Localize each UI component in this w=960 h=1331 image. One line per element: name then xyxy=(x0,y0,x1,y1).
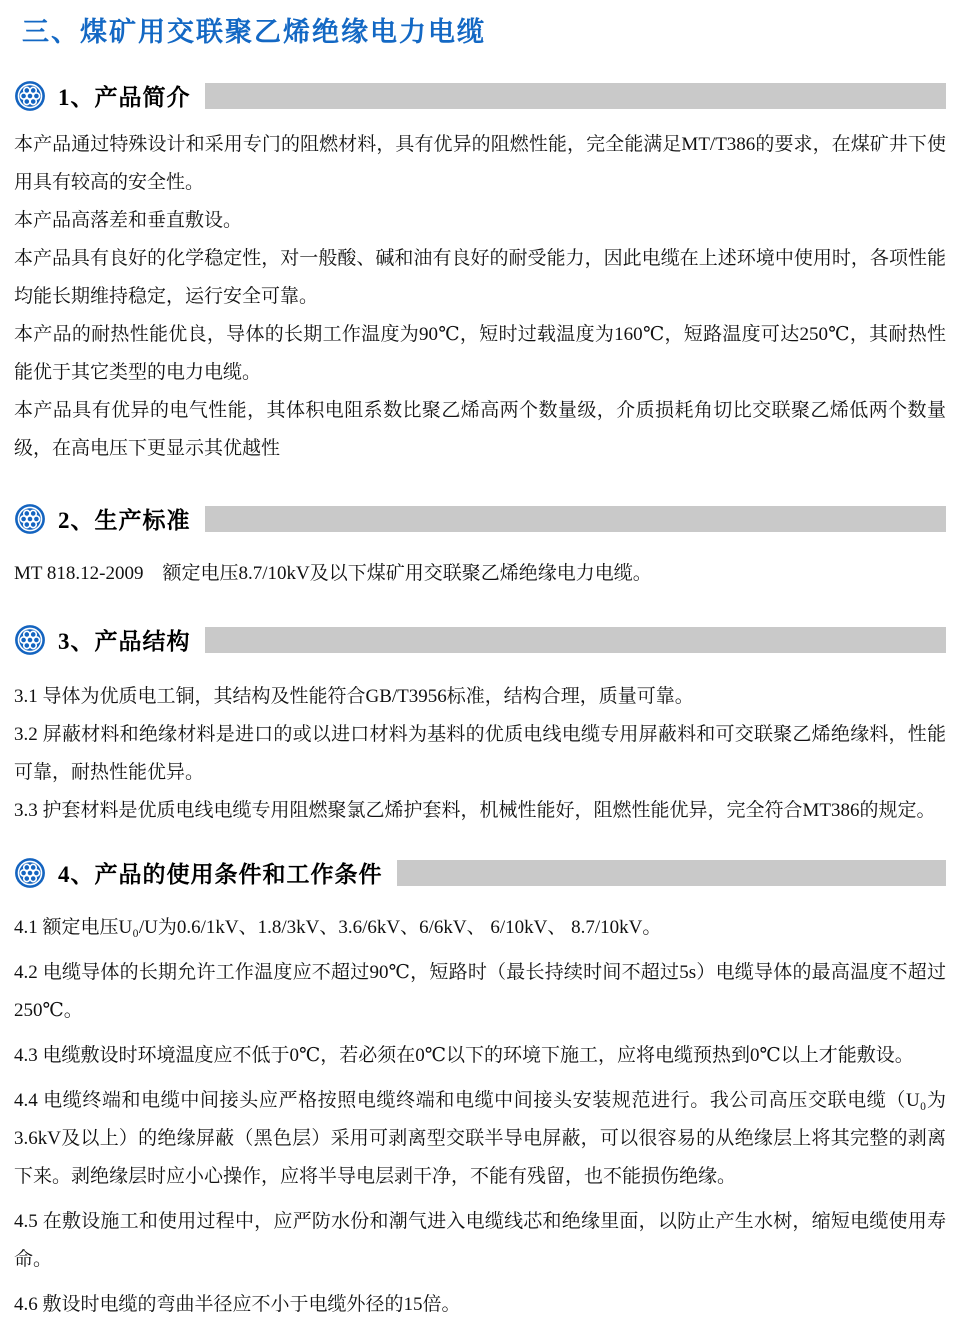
paragraph: 本产品通过特殊设计和采用专门的阻燃材料，具有优异的阻燃性能，完全能满足MT/T386的要求，在煤矿井下使用具有较高的安全性。 xyxy=(14,134,946,193)
section-header-bar xyxy=(205,627,947,653)
paragraph: 本产品的耐热性能优良，导体的长期工作温度为90℃，短时过载温度为160℃，短路温度可达250℃，其耐热性能优于其它类型的电力电缆。 xyxy=(14,324,946,383)
section-usage-conditions xyxy=(14,856,946,1324)
section-production-standard xyxy=(14,502,946,593)
section-header xyxy=(14,79,946,112)
cable-cross-section-icon xyxy=(14,503,46,535)
page-title: 三、煤矿用交联聚乙烯绝缘电力电缆 xyxy=(22,17,486,47)
paragraph: 4.6 敷设时电缆的弯曲半径应不小于电缆外径的15倍。 xyxy=(14,1294,461,1315)
paragraph: MT 818.12-2009 额定电压8.7/10kV及以下煤矿用交联聚乙烯绝缘电力电缆。 xyxy=(14,563,652,584)
paragraph: 4.3 电缆敷设时环境温度应不低于0℃，若必须在0℃以下的环境下施工，应将电缆预热到0℃以上才能敷设。 xyxy=(14,1045,914,1066)
section-header xyxy=(14,623,946,656)
paragraph: 3.3 护套材料是优质电线电缆专用阻燃聚氯乙烯护套料，机械性能好，阻燃性能优异，完全符合MT386的规定。 xyxy=(14,800,936,821)
section-heading: 2、生产标准 xyxy=(58,508,191,533)
paragraph: 4.2 电缆导体的长期允许工作温度应不超过90℃，短路时（最长持续时间不超过5s）电缆导体的最高温度不超过250℃。 xyxy=(14,962,946,1021)
section-product-structure xyxy=(14,623,946,830)
cable-cross-section-icon xyxy=(14,857,46,889)
section-product-intro xyxy=(14,79,946,468)
section-heading: 1、产品简介 xyxy=(58,85,191,110)
paragraph: 本产品具有优异的电气性能，其体积电阻系数比聚乙烯高两个数量级，介质损耗角切比交联聚乙烯低两个数量级，在高电压下更显示其优越性 xyxy=(14,400,946,459)
paragraph: 4.1 额定电压U₀/U为0.6/1kV、1.8/3kV、3.6/6kV、6/6kV、 6/10kV、 8.7/10kV。 xyxy=(14,917,662,938)
section-header xyxy=(14,856,946,889)
paragraph: 4.4 电缆终端和电缆中间接头应严格按照电缆终端和电缆中间接头安装规范进行。我公司高压交联电缆（U₀为3.6kV及以上）的绝缘屏蔽（黑色层）采用可剥离型交联半导电屏蔽，可以很容易的从绝缘层上将其完整的剥离下来。剥绝缘层时应小心操作，应将半导电层剥干净，不能有残留，也不能损伤绝缘。 xyxy=(14,1090,946,1187)
paragraph: 4.5 在敷设施工和使用过程中，应严防水份和潮气进入电缆线芯和绝缘里面，以防止产生水树，缩短电缆使用寿命。 xyxy=(14,1211,946,1270)
section-header xyxy=(14,502,946,535)
paragraph: 3.1 导体为优质电工铜，其结构及性能符合GB/T3956标准，结构合理，质量可靠。 xyxy=(14,686,694,707)
section-header-bar xyxy=(397,860,947,886)
paragraph: 本产品具有良好的化学稳定性，对一般酸、碱和油有良好的耐受能力，因此电缆在上述环境中使用时，各项性能均能长期维持稳定，运行安全可靠。 xyxy=(14,248,946,307)
section-header-bar xyxy=(205,83,947,109)
section-header-bar xyxy=(205,506,947,532)
cable-cross-section-icon xyxy=(14,80,46,112)
section-heading: 4、产品的使用条件和工作条件 xyxy=(58,862,383,887)
paragraph: 本产品高落差和垂直敷设。 xyxy=(14,210,243,231)
cable-cross-section-icon xyxy=(14,624,46,656)
paragraph: 3.2 屏蔽材料和绝缘材料是进口的或以进口材料为基料的优质电线电缆专用屏蔽料和可交联聚乙烯绝缘料，性能可靠，耐热性能优异。 xyxy=(14,724,946,783)
section-heading: 3、产品结构 xyxy=(58,629,191,654)
